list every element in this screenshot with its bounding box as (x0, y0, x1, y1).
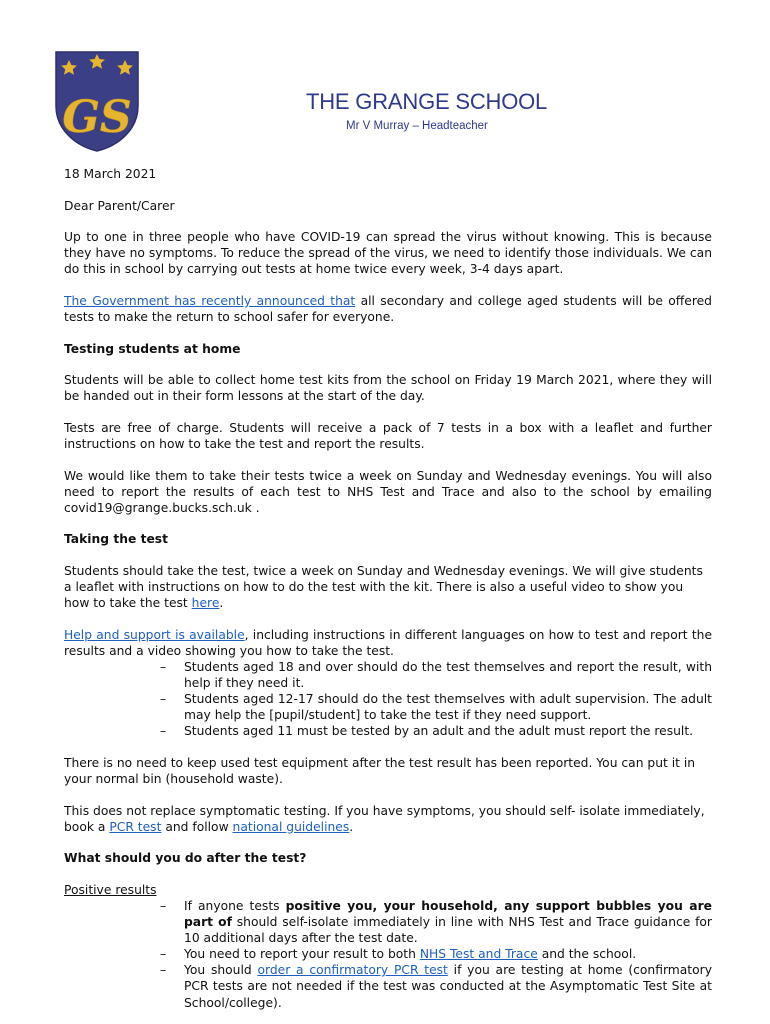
national-guidelines-link[interactable]: national guidelines (232, 819, 350, 834)
government-announcement-link[interactable]: The Government has recently announced that (64, 293, 356, 308)
equipment-paragraph: There is no need to keep used test equipment after the test result has been reported. You can put it in your normal bin (household waste). (64, 755, 696, 787)
school-name: THE GRANGE SCHOOL (306, 89, 548, 114)
order-pcr-test-link[interactable]: order a confirmatory PCR test (257, 963, 448, 978)
dash-bullet: – (160, 963, 167, 978)
positive-results-list (64, 898, 712, 1011)
free-of-charge-paragraph: Tests are free of charge. Students will receive a pack of 7 tests in a box with a leaflet and further instructions on how to take the test and report the results. (64, 420, 712, 452)
government-paragraph (64, 293, 712, 325)
heading-after-the-test: What should you do after the test? (64, 851, 307, 866)
nhs-test-and-trace-link[interactable]: NHS Test and Trace (419, 947, 538, 962)
heading-testing-at-home: Testing students at home (64, 341, 241, 356)
taking-test-end: . (219, 596, 224, 611)
taking-test-text: Students should take the test, twice a week on Sunday and Wednesday evenings. We will give students a leaflet with instructions on how to do the test with the kit. There is also a useful video to show you how to take the test (64, 564, 703, 611)
intro-paragraph: Up to one in three people who have COVID-19 can spread the virus without knowing. This is because they have no symptoms. To reduce the spread of the virus, we need to identify those individuals. We can do this in school by carrying out tests at home twice every week, 3-4 days apart. (64, 230, 712, 277)
list-item: – You should order a confirmatory PCR test if you are testing at home (confirmatory PCR tests are not needed if the test was conducted at the Asymptomatic Test Site at School/college). (160, 963, 712, 1010)
twice-weekly-paragraph: We would like them to take their tests twice a week on Sunday and Wednesday evenings. You will also need to report the results of each test to NHS Test and Trace and also to the school by emailing covid19@grange.bucks.sch.uk . (64, 468, 712, 515)
dash-bullet: – (160, 724, 167, 739)
positive-emphasis: positive you, your household, any support bubbles you are part of (184, 899, 712, 930)
school-crest-logo (52, 48, 142, 152)
list-item: – You need to report your result to both NHS Test and Trace and the school. (160, 947, 637, 962)
letter-body (64, 166, 712, 1011)
help-paragraph (64, 627, 712, 659)
list-item: – If anyone tests positive you, your household, any support bubbles you are part of should self-isolate immediately in line with NHS Test and Trace guidance for 10 additional days after the test date. (160, 899, 712, 946)
headteacher-line: Mr V Murray – Headteacher (346, 120, 488, 132)
age-guidance-list (64, 659, 712, 739)
heading-positive-results: Positive results (64, 882, 157, 897)
crest-monogram: GS (62, 92, 132, 143)
help-and-support-link[interactable]: Help and support is available (64, 627, 245, 642)
dash-bullet: – (160, 899, 167, 913)
government-paragraph-text: all secondary and college aged students will be offered tests to make the return to school safer for everyone. (64, 293, 712, 325)
symptomatic-paragraph: This does not replace symptomatic testing. If you have symptoms, you should self- isolate immediately, book a PCR test and follow national guidelines. (64, 803, 705, 834)
taking-test-paragraph (64, 563, 712, 611)
letter-date: 18 March 2021 (64, 167, 157, 181)
dash-bullet: – (160, 692, 167, 707)
dash-bullet: – (160, 947, 167, 962)
pcr-test-link[interactable]: PCR test (109, 819, 162, 834)
list-item: – Students aged 11 must be tested by an adult and the adult must report the result. (160, 724, 694, 739)
list-item: – Students aged 18 and over should do the test themselves and report the result, with help if they need it. (160, 659, 712, 691)
help-paragraph-text: , including instructions in different languages on how to test and report the results and a video showing you how to take the test. (64, 627, 713, 658)
salutation: Dear Parent/Carer (64, 198, 175, 213)
dash-bullet: – (160, 659, 167, 674)
heading-taking-the-test: Taking the test (64, 532, 169, 547)
collect-kits-paragraph: Students will be able to collect home test kits from the school on Friday 19 March 2021, where they will be handed out in their form lessons at the start of the day. (64, 373, 712, 404)
video-here-link[interactable]: here (191, 596, 220, 611)
list-item: – Students aged 12-17 should do the test themselves with adult supervision. The adult may help the [pupil/student] to take the test if they need support. (160, 692, 712, 723)
